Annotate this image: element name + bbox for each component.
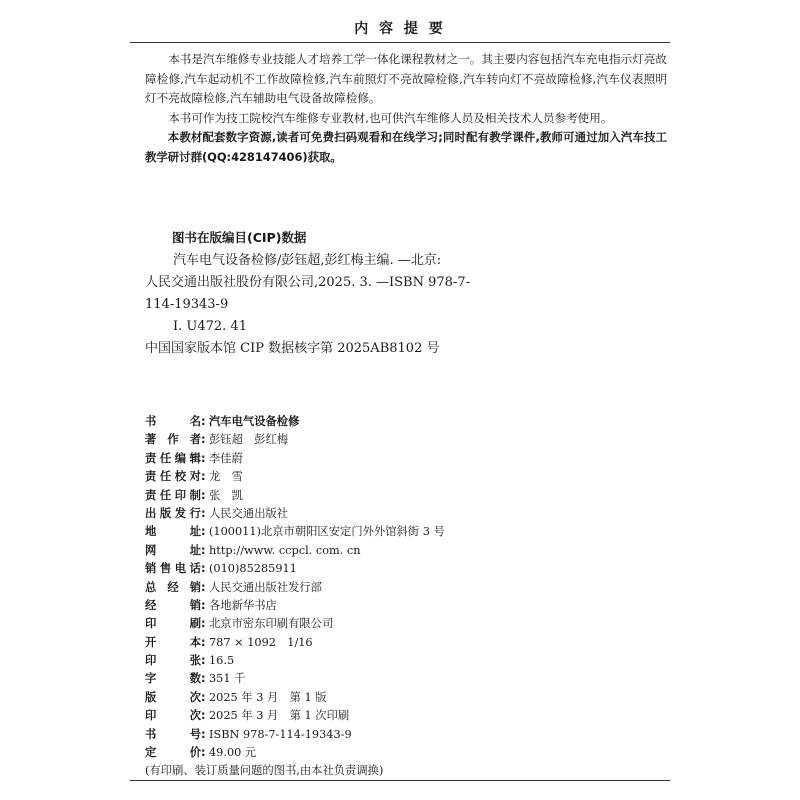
colophon-row	[145, 707, 665, 725]
colophon-row	[145, 542, 665, 560]
label-char: 印	[145, 709, 157, 723]
page-title: 内 容 提 要	[354, 21, 446, 37]
colophon-label	[145, 634, 201, 650]
colophon-value: (100011)北京市朝阳区安定门外外馆斜街 3 号	[209, 525, 445, 539]
label-char: 发	[174, 506, 187, 520]
label-char: 行	[189, 506, 201, 520]
cip-line: 114-19343-9	[145, 297, 229, 312]
colophon-row	[145, 505, 665, 523]
label-char: 对	[189, 470, 201, 484]
label-char: 任	[159, 451, 172, 465]
label-char: 地	[145, 525, 157, 539]
colophon-label	[145, 652, 201, 668]
colophon-colon: :	[201, 746, 206, 760]
label-char: 责	[145, 451, 157, 465]
colophon-value: 16.5	[209, 654, 235, 668]
colophon-colon: :	[201, 672, 206, 686]
label-char: 任	[159, 470, 172, 484]
colophon-colon: :	[201, 451, 206, 465]
label-char: 印	[174, 488, 187, 502]
colophon-label	[145, 597, 201, 613]
label-char: 书	[145, 415, 157, 428]
colophon-row	[145, 670, 665, 688]
colophon-colon: :	[201, 709, 206, 723]
label-char: 总	[145, 580, 157, 594]
label-char: 名	[189, 415, 201, 428]
label-char: 话	[189, 562, 201, 576]
label-char: 字	[145, 672, 157, 686]
cip-entry	[145, 250, 485, 360]
colophon-row	[145, 579, 665, 597]
colophon-label	[145, 487, 201, 503]
label-char: 开	[145, 635, 157, 649]
label-char: 网	[145, 543, 157, 557]
colophon-label	[145, 450, 201, 466]
colophon-colon: :	[201, 488, 206, 502]
colophon-row	[145, 744, 665, 762]
bottom-divider	[130, 780, 670, 781]
colophon-label	[145, 615, 201, 631]
label-char: 印	[145, 617, 157, 631]
label-char: 号	[189, 727, 201, 741]
colophon-value: 351 千	[209, 672, 246, 686]
colophon-value: 龙 雪	[209, 470, 243, 484]
label-char: 次	[189, 709, 201, 723]
digital-resources-paragraph: 本教材配套数字资源,读者可免费扫码观看和在线学习;同时配有教学课件,教师可通过加入汽车技工教学研讨群(QQ:428147406)获取。	[145, 130, 667, 164]
colophon-label	[145, 707, 201, 723]
colophon-value: (010)85285911	[209, 562, 297, 576]
label-char: 定	[145, 746, 157, 760]
colophon-value: http://www. ccpcl. com. cn	[209, 543, 361, 557]
colophon-label	[145, 689, 201, 705]
colophon-label	[145, 468, 201, 484]
label-char: 售	[159, 562, 172, 576]
label-char: 印	[145, 654, 157, 668]
colophon	[145, 413, 665, 780]
label-char: 版	[145, 690, 157, 704]
label-char: 编	[174, 451, 187, 465]
colophon-value: 人民交通出版社	[209, 506, 289, 520]
colophon-label	[145, 431, 201, 447]
colophon-label	[145, 579, 201, 595]
top-divider	[130, 42, 670, 43]
label-char: 址	[189, 525, 201, 539]
colophon-rows	[145, 413, 665, 762]
colophon-colon: :	[201, 727, 206, 741]
cip-heading: 图书在版编目(CIP)数据	[172, 230, 307, 245]
colophon-label	[145, 726, 201, 742]
colophon-label	[145, 560, 201, 576]
colophon-colon: :	[201, 562, 206, 576]
colophon-value: 787 × 1092 1/16	[209, 635, 313, 649]
colophon-value: ISBN 978-7-114-19343-9	[209, 727, 352, 741]
colophon-value: 49.00 元	[209, 746, 257, 760]
colophon-value: 各地新华书店	[209, 598, 277, 612]
label-char: 销	[189, 598, 201, 612]
colophon-label	[145, 542, 201, 558]
cip-line: 人民交通出版社股份有限公司,2025. 3. —ISBN 978-7-	[145, 275, 470, 290]
colophon-row	[145, 560, 665, 578]
label-char: 者	[189, 433, 201, 447]
colophon-label	[145, 505, 201, 521]
colophon-row	[145, 450, 665, 468]
colophon-colon: :	[201, 598, 206, 612]
label-char: 址	[189, 543, 201, 557]
colophon-row	[145, 634, 665, 652]
label-char: 销	[145, 562, 157, 576]
colophon-value: 汽车电气设备检修	[209, 415, 300, 428]
label-char: 版	[159, 506, 172, 520]
summary-paragraph-2: 本书可作为技工院校汽车维修专业教材,也可供汽车维修人员及相关技术人员参考使用。	[168, 110, 613, 125]
colophon-value: 张 凯	[209, 488, 243, 502]
colophon-value: 彭钰超 彭红梅	[209, 433, 289, 447]
label-char: 责	[145, 470, 157, 484]
colophon-value: 人民交通出版社发行部	[209, 580, 322, 594]
label-char: 辑	[189, 451, 201, 465]
label-char: 价	[189, 746, 201, 760]
label-char: 制	[189, 488, 201, 502]
colophon-row	[145, 726, 665, 744]
colophon-value: 北京市密东印刷有限公司	[209, 617, 334, 631]
cip-line: 汽车电气设备检修/彭钰超,彭红梅主编. —北京:	[173, 253, 442, 268]
colophon-colon: :	[201, 690, 206, 704]
colophon-colon: :	[201, 470, 206, 484]
label-char: 次	[189, 690, 201, 704]
label-char: 出	[145, 506, 157, 520]
label-char: 著	[145, 433, 157, 447]
cip-record-number: 中国国家版本馆 CIP 数据核字第 2025AB8102 号	[145, 341, 440, 356]
label-char: 经	[167, 580, 179, 594]
colophon-row	[145, 468, 665, 486]
colophon-colon: :	[201, 543, 206, 557]
colophon-row	[145, 431, 665, 449]
colophon-row	[145, 523, 665, 541]
quality-notice: (有印刷、装订质量问题的图书,由本社负责调换)	[145, 764, 384, 778]
colophon-label	[145, 413, 201, 429]
colophon-colon: :	[201, 635, 206, 649]
label-char: 张	[189, 654, 201, 668]
label-char: 任	[159, 488, 172, 502]
colophon-value: 2025 年 3 月 第 1 版	[209, 690, 327, 704]
colophon-colon: :	[201, 525, 206, 539]
label-char: 经	[145, 598, 157, 612]
colophon-value: 李佳蔚	[209, 451, 243, 465]
colophon-colon: :	[201, 654, 206, 668]
colophon-colon: :	[201, 580, 206, 594]
colophon-colon: :	[201, 433, 206, 447]
colophon-label	[145, 744, 201, 760]
colophon-row	[145, 597, 665, 615]
colophon-row	[145, 615, 665, 633]
colophon-label	[145, 670, 201, 686]
label-char: 销	[189, 580, 201, 594]
label-char: 责	[145, 488, 157, 502]
content-summary	[145, 50, 667, 167]
label-char: 刷	[189, 617, 201, 631]
colophon-row	[145, 652, 665, 670]
colophon-row	[145, 487, 665, 505]
colophon-colon: :	[201, 506, 206, 520]
colophon-row	[145, 413, 665, 431]
cip-classification: Ⅰ. U472. 41	[173, 319, 247, 334]
colophon-label	[145, 523, 201, 539]
colophon-row	[145, 689, 665, 707]
label-char: 数	[189, 672, 201, 686]
label-char: 电	[174, 562, 187, 576]
summary-paragraph-1: 本书是汽车维修专业技能人才培养工学一体化课程教材之一。其主要内容包括汽车充电指示灯亮故障检修,汽车起动机不工作故障检修,汽车前照灯不亮故障检修,汽车转向灯不亮故障检修,汽车仪表照明灯不亮故障检修,汽车辅助电气设备故障检修。	[145, 52, 667, 105]
label-char: 本	[189, 635, 201, 649]
label-char: 作	[167, 433, 179, 447]
label-char: 校	[174, 470, 187, 484]
colophon-colon: :	[201, 617, 206, 631]
colophon-colon: :	[201, 415, 206, 428]
label-char: 书	[145, 727, 157, 741]
colophon-value: 2025 年 3 月 第 1 次印刷	[209, 709, 350, 723]
